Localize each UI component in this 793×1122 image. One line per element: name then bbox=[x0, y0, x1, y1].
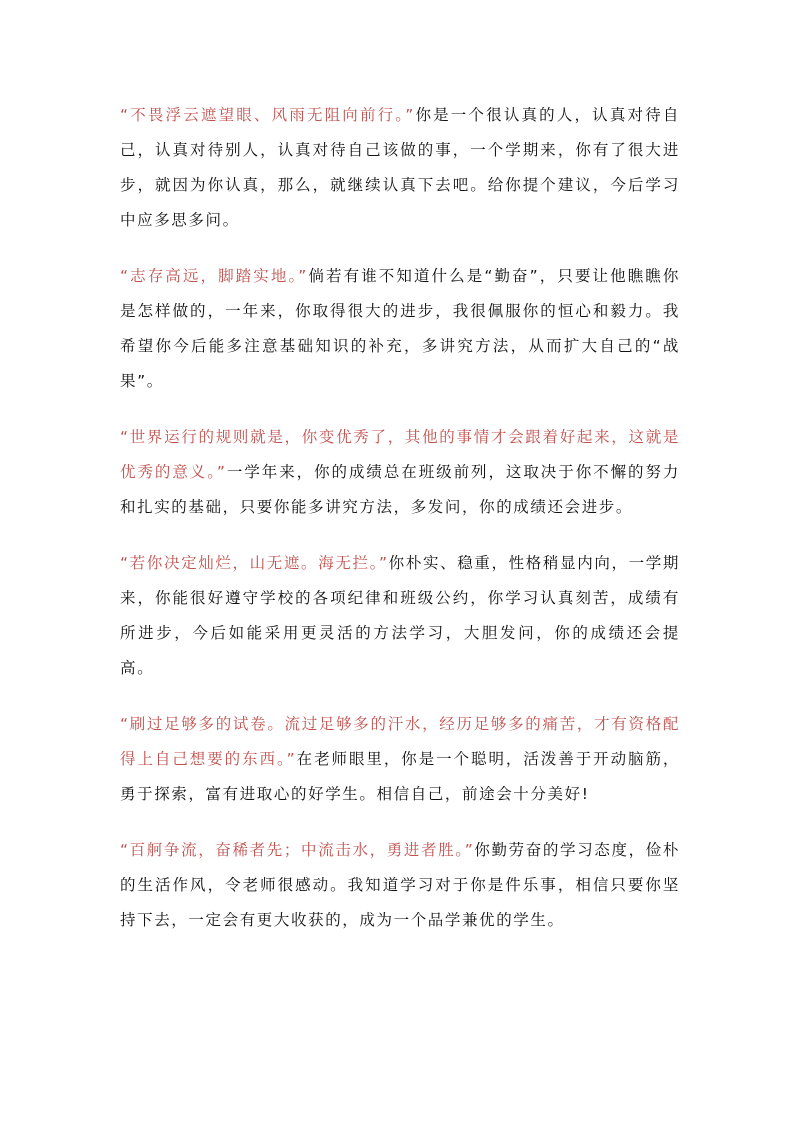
paragraph-text: 在老师眼里，你是一个聪明，活泼善于开动脑筋，勇于探索，富有进取心的好学生。相信自己，前途会十分美好! bbox=[120, 750, 680, 803]
quote-text: “世界运行的规则就是，你变优秀了，其他的事情才会跟着好起来，这就是优秀的意义。” bbox=[120, 428, 680, 481]
paragraph bbox=[120, 420, 680, 525]
paragraph bbox=[120, 546, 680, 686]
paragraph-text: 你朴实、稳重，性格稍显内向，一学期来，你能很好遵守学校的各项纪律和班级公约，你学习认真刻苦，成绩有所进步，今后如能采用更灵活的方法学习，大胆发问，你的成绩还会提高。 bbox=[120, 554, 681, 677]
paragraph-text: 一学年来，你的成绩总在班级前列，这取决于你不懈的努力和扎实的基础，只要你能多讲究方法，多发问，你的成绩还会进步。 bbox=[120, 463, 680, 516]
paragraph-text: 倘若有谁不知道什么是“勤奋”，只要让他瞧瞧你是怎样做的，一年来，你取得很大的进步，我很佩服你的恒心和毅力。我希望你今后能多注意基础知识的补充，多讲究方法，从而扩大自己的“战果”。 bbox=[120, 267, 680, 390]
paragraph bbox=[120, 259, 680, 399]
paragraph bbox=[120, 98, 680, 238]
paragraph-text: 你勤劳奋的学习态度，俭朴的生活作风，令老师很感动。我知道学习对于你是件乐事，相信只要你坚持下去，一定会有更大收获的，成为一个品学兼优的学生。 bbox=[120, 841, 680, 929]
quote-text: “百舸争流，奋稀者先；中流击水，勇进者胜。” bbox=[120, 841, 475, 859]
paragraph bbox=[120, 707, 680, 812]
quote-text: “若你决定灿烂，山无遮。海无拦。” bbox=[120, 554, 389, 572]
paragraph-text: 你是一个很认真的人，认真对待自己，认真对待别人，认真对待自己该做的事，一个学期来，你有了很大进步，就因为你认真，那么，就继续认真下去吧。给你提个建议，今后学习中应多思多问。 bbox=[120, 106, 680, 229]
paragraph bbox=[120, 833, 680, 938]
quote-text: “志存高远，脚踏实地。” bbox=[120, 267, 308, 285]
quote-text: “不畏浮云遮望眼、风雨无阻向前行。” bbox=[120, 106, 415, 124]
document-page bbox=[120, 98, 680, 959]
quote-text: “刷过足够多的试卷。流过足够多的汗水，经历足够多的痛苦，才有资格配得上自己想要的东西。” bbox=[120, 715, 680, 768]
